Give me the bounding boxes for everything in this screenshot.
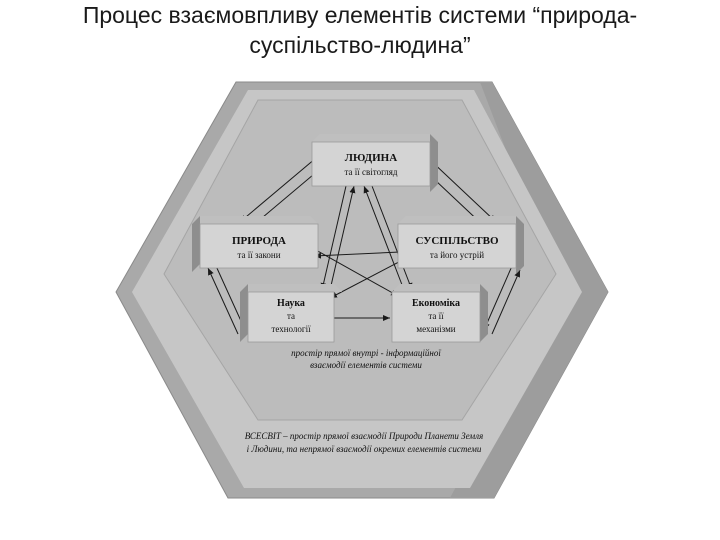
node-man-top-bevel bbox=[312, 134, 438, 142]
node-nature-title: ПРИРОДА bbox=[231, 235, 287, 247]
universe-caption-line-1: ВСЕСВІТ – простір прямої взаємодії Природи Планети Земля bbox=[244, 431, 484, 441]
node-man-right-bevel bbox=[430, 134, 438, 192]
slide-title-line-1: Процес взаємовпливу елементів системи “природа- bbox=[82, 2, 638, 28]
node-economy-top-bevel bbox=[392, 284, 488, 292]
node-nature-left-bevel bbox=[192, 216, 200, 272]
node-economy-line-2: та її bbox=[428, 311, 444, 321]
node-society-top-bevel bbox=[398, 216, 524, 224]
node-nature bbox=[192, 216, 318, 272]
inner-caption-line-1: простір прямої внутрі - інформаційної bbox=[291, 348, 441, 358]
node-economy-line-3: механізми bbox=[416, 324, 456, 334]
slide-title-line-2: суспільство-людина” bbox=[249, 32, 471, 58]
node-society-right-bevel bbox=[516, 216, 524, 274]
node-society bbox=[398, 216, 524, 274]
node-science-line-3: технології bbox=[271, 324, 311, 334]
node-science-top-bevel bbox=[240, 284, 342, 292]
node-nature-subtitle: та її закони bbox=[237, 250, 281, 260]
node-economy bbox=[392, 284, 488, 342]
node-man-face bbox=[312, 142, 430, 186]
node-society-title: СУСПІЛЬСТВО bbox=[415, 235, 499, 247]
node-economy-line-1: Економіка bbox=[411, 298, 461, 309]
node-science-line-1: Наука bbox=[277, 298, 305, 309]
node-society-subtitle: та його устрій bbox=[429, 250, 485, 260]
node-science-line-2: та bbox=[286, 311, 296, 321]
node-science-left-bevel bbox=[240, 284, 248, 342]
universe-caption-line-2: і Людини, та непрямої взаємодії окремих елементів системи bbox=[246, 444, 482, 454]
node-nature-top-bevel bbox=[192, 216, 318, 224]
node-man-subtitle: та її світогляд bbox=[344, 167, 398, 177]
inner-caption-line-2: взаємодії елементів системи bbox=[310, 360, 422, 370]
node-economy-right-bevel bbox=[480, 284, 488, 342]
node-man bbox=[312, 134, 438, 192]
node-man-title: ЛЮДИНА bbox=[344, 152, 398, 164]
node-science bbox=[240, 284, 342, 342]
